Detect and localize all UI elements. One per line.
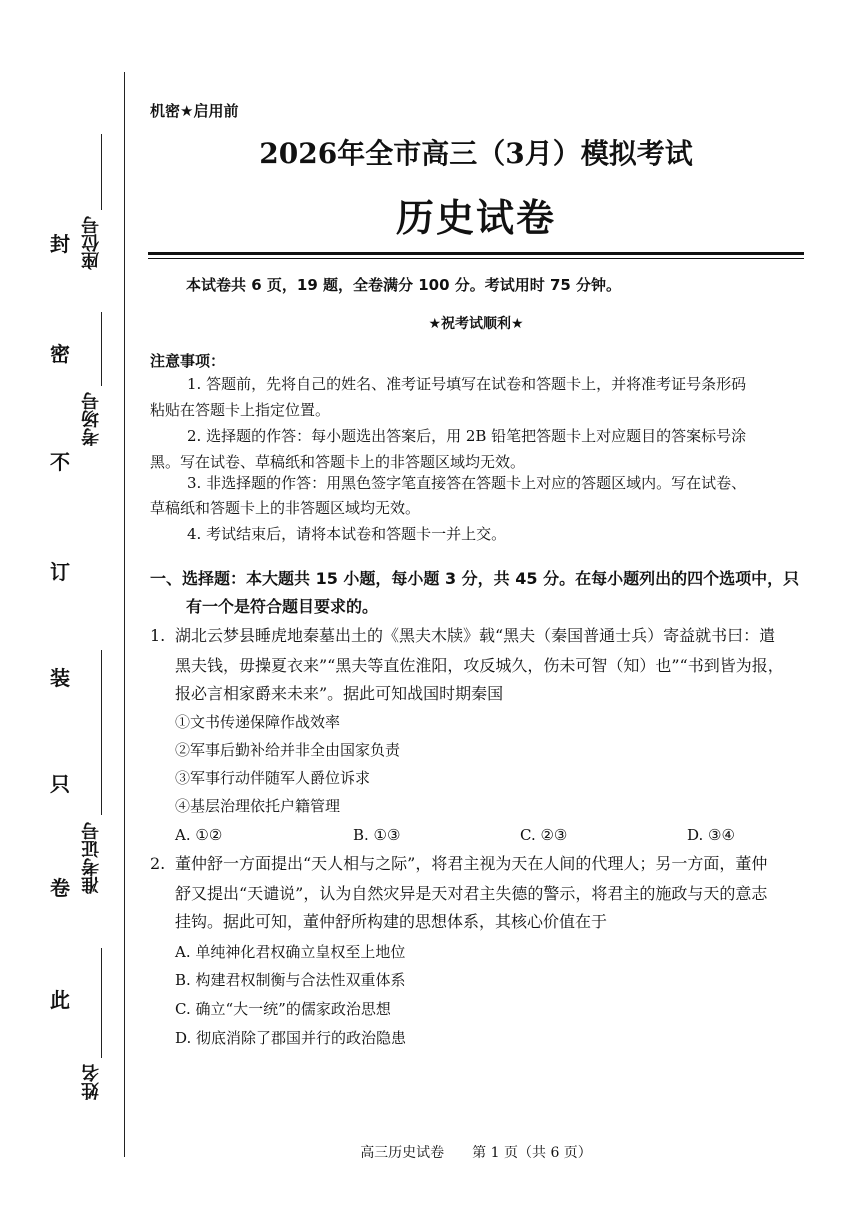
binding-char: 只 bbox=[50, 772, 70, 796]
answer-option-d[interactable]: D. ③④ bbox=[687, 826, 735, 844]
answer-option-a[interactable]: A. 单纯神化君权确立皇权至上地位 bbox=[175, 943, 406, 961]
question-text: 董仲舒一方面提出“天人相与之际”，将君主视为天在人间的代理人；另一方面，董仲 bbox=[175, 854, 768, 873]
notice-line: 2. 选择题的作答：每小题选出答案后，用 2B 铅笔把答题卡上对应题目的答案标号涂 bbox=[187, 427, 747, 445]
binding-char: 订 bbox=[50, 560, 70, 584]
answer-option-d[interactable]: D. 彻底消除了郡国并行的政治隐患 bbox=[175, 1029, 407, 1047]
seat-field-label: 座位号 bbox=[81, 216, 102, 270]
section-heading: 一、选择题：本大题共 15 小题，每小题 3 分，共 45 分。在每小题列出的四个选项中，只 bbox=[150, 569, 800, 588]
notice-line: 1. 答题前，先将自己的姓名、准考证号填写在试卷和答题卡上，并将准考证号条形码 bbox=[187, 375, 747, 393]
header-rule bbox=[148, 252, 804, 255]
statement-item: ④基层治理依托户籍管理 bbox=[175, 797, 341, 815]
header-rule-thin bbox=[148, 258, 804, 259]
answer-option-b[interactable]: B. 构建君权制衡与合法性双重体系 bbox=[175, 971, 406, 989]
binding-char: 此 bbox=[50, 988, 70, 1012]
notice-line: 3. 非选择题的作答：用黑色签字笔直接答在答题卡上对应的答题区域内。写在试卷、 bbox=[187, 474, 747, 492]
answer-option-b[interactable]: B. ①③ bbox=[353, 826, 401, 844]
question-text: 报必言相家爵来未来”。据此可知战国时期秦国 bbox=[175, 684, 504, 703]
binding-char: 不 bbox=[50, 450, 70, 474]
answer-option-a[interactable]: A. ①② bbox=[175, 826, 223, 844]
exam-summary: 本试卷共 6 页，19 题，全卷满分 100 分。考试用时 75 分钟。 bbox=[186, 276, 622, 294]
question-text: 黑夫钱，毋操夏衣来”“黑夫等直佐淮阳，攻反城久，伤未可智（知）也”“书到皆为报， bbox=[175, 656, 784, 675]
notice-line: 草稿纸和答题卡上的非答题区域均无效。 bbox=[150, 499, 421, 517]
exam-title: 2026年全市高三（3月）模拟考试 bbox=[259, 137, 693, 170]
statement-item: ③军事行动伴随军人爵位诉求 bbox=[175, 769, 371, 787]
confidential-label: 机密★启用前 bbox=[150, 102, 239, 120]
name-field-line[interactable] bbox=[101, 948, 102, 1058]
binding-char: 封 bbox=[50, 232, 70, 256]
binding-char: 密 bbox=[50, 342, 70, 366]
question-text: 舒又提出“天谴说”，认为自然灾异是天对君主失德的警示，将君主的施政与天的意志 bbox=[175, 884, 768, 903]
binding-line bbox=[124, 72, 125, 1157]
notice-line: 4. 考试结束后，请将本试卷和答题卡一并上交。 bbox=[187, 525, 507, 543]
good-luck-line: ★祝考试顺利★ bbox=[428, 316, 524, 332]
question-number: 1. bbox=[150, 626, 166, 645]
question-text: 挂钩。据此可知，董仲舒所构建的思想体系，其核心价值在于 bbox=[175, 912, 608, 931]
notice-line: 粘贴在答题卡上指定位置。 bbox=[150, 401, 331, 419]
room-field-label: 考场号 bbox=[81, 392, 102, 446]
exam-id-field-label: 准考证号 bbox=[81, 822, 102, 894]
binding-char: 卷 bbox=[50, 876, 70, 900]
statement-item: ①文书传递保障作战效率 bbox=[175, 713, 341, 731]
question-text: 湖北云梦县睡虎地秦墓出土的《黑夫木牍》载“黑夫（秦国普通士兵）寄益就书曰：遣 bbox=[175, 626, 776, 645]
page-footer: 高三历史试卷 第 1 页（共 6 页） bbox=[360, 1145, 592, 1161]
answer-option-c[interactable]: C. ②③ bbox=[520, 826, 568, 844]
binding-char: 装 bbox=[50, 666, 70, 690]
question-number: 2. bbox=[150, 854, 166, 873]
exam-id-field-line[interactable] bbox=[101, 650, 102, 815]
answer-option-c[interactable]: C. 确立“大一统”的儒家政治思想 bbox=[175, 1000, 391, 1018]
subject-title: 历史试卷 bbox=[395, 195, 556, 240]
name-field-label: 姓名 bbox=[81, 1064, 102, 1100]
notice-title: 注意事项： bbox=[150, 352, 226, 370]
section-heading-cont: 有一个是符合题目要求的。 bbox=[186, 597, 379, 616]
room-field-line[interactable] bbox=[101, 312, 102, 386]
statement-item: ②军事后勤补给并非全由国家负责 bbox=[175, 741, 401, 759]
notice-line: 黑。写在试卷、草稿纸和答题卡上的非答题区域均无效。 bbox=[150, 453, 526, 471]
seat-field-line[interactable] bbox=[101, 134, 102, 210]
